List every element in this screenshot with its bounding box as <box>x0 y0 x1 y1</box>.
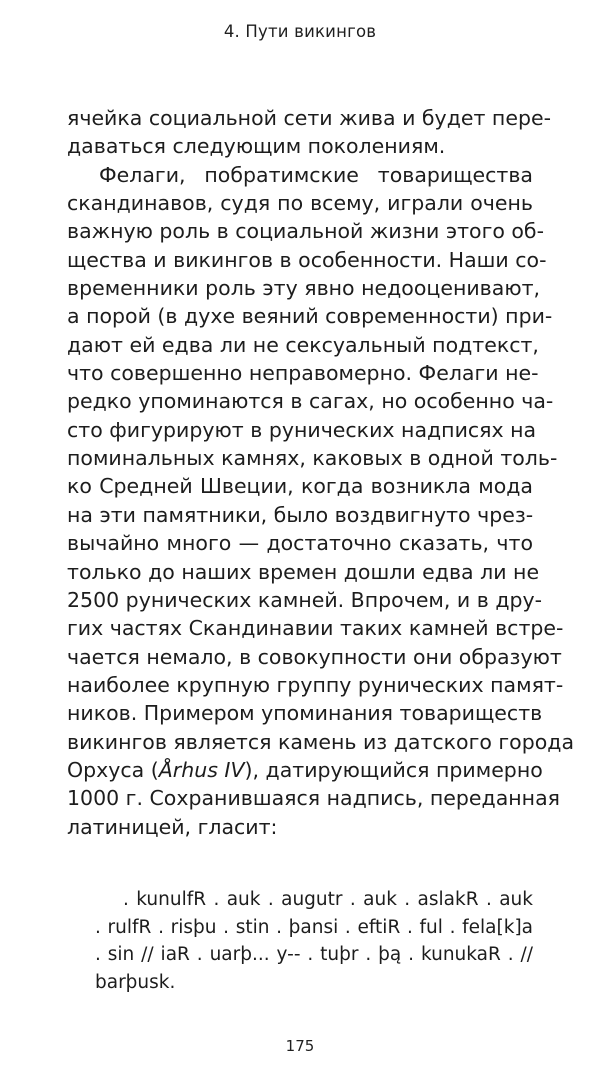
text-line: скандинавов, судя по всему, играли очень <box>67 191 533 216</box>
text-line: только до наших времен дошли едва ли не <box>67 559 540 584</box>
quote-line: . rulfR . risþu . stin . þansi . eftiR . ful . fela[k]a <box>95 916 533 938</box>
text-line: поминальных камнях, каковых в одной толь- <box>67 446 558 471</box>
text-line: даваться следующим поколениям. <box>67 134 446 159</box>
text-line: 2500 рунических камней. Впрочем, и в дру- <box>67 587 543 612</box>
text-line: щества и викингов в особенности. Наши со- <box>67 247 547 272</box>
text-line: ко Средней Швеции, когда возникла мода <box>67 474 533 499</box>
text-line: ячейка социальной сети жива и будет пере- <box>67 106 551 130</box>
text-line: вычайно много — достаточно сказать, что <box>67 531 533 556</box>
inscription-id-italic: Århus IV <box>158 757 245 782</box>
text-line: что совершенно неправомерно. Фелаги не- <box>67 361 539 386</box>
text-line: гих частях Скандинавии таких камней встре- <box>67 616 564 641</box>
text-line: редко упоминаются в сагах, но особенно ча- <box>67 389 554 414</box>
text-line: 1000 г. Сохранившаяся надпись, переданная <box>67 786 560 811</box>
text-line <box>67 756 543 784</box>
quote-line: barþusk. <box>95 971 176 993</box>
text-fragment: Орхуса ( <box>67 757 159 782</box>
text-line: ников. Примером упоминания товариществ <box>67 701 543 726</box>
text-line: временники роль эту явно недооценивают, <box>67 276 541 301</box>
text-line: наиболее крупную группу рунических памят- <box>67 672 564 697</box>
text-line: а порой (в духе веяний современности) при- <box>67 304 553 329</box>
runic-inscription-quote <box>95 886 533 996</box>
text-line: латиницей, гласит: <box>67 814 278 839</box>
text-line: чается немало, в совокупности они образуют <box>67 644 562 669</box>
quote-line: . kunulfR . auk . augutr . auk . aslakR . auk <box>123 889 533 910</box>
text-line: сто фигурируют в рунических надписях на <box>67 417 537 442</box>
page-number: 175 <box>285 1037 315 1055</box>
text-line: важную роль в социальной жизни этого об- <box>67 219 544 244</box>
text-fragment: ), датирующийся примерно <box>244 757 543 782</box>
text-line: дают ей едва ли не сексуальный подтекст, <box>67 332 539 357</box>
text-line: на эти памятники, было воздвигнуто чрез- <box>67 502 534 527</box>
quote-line: . sin // iaR . uarþ... y-- . tuþr . þą . kunukaR . // <box>95 944 533 966</box>
body-text <box>67 104 575 841</box>
running-head-title: 4. Пути викингов <box>223 22 377 41</box>
text-line: Фелаги, побратимские товарищества <box>99 162 533 187</box>
text-line: викингов является камень из датского города <box>67 729 575 754</box>
